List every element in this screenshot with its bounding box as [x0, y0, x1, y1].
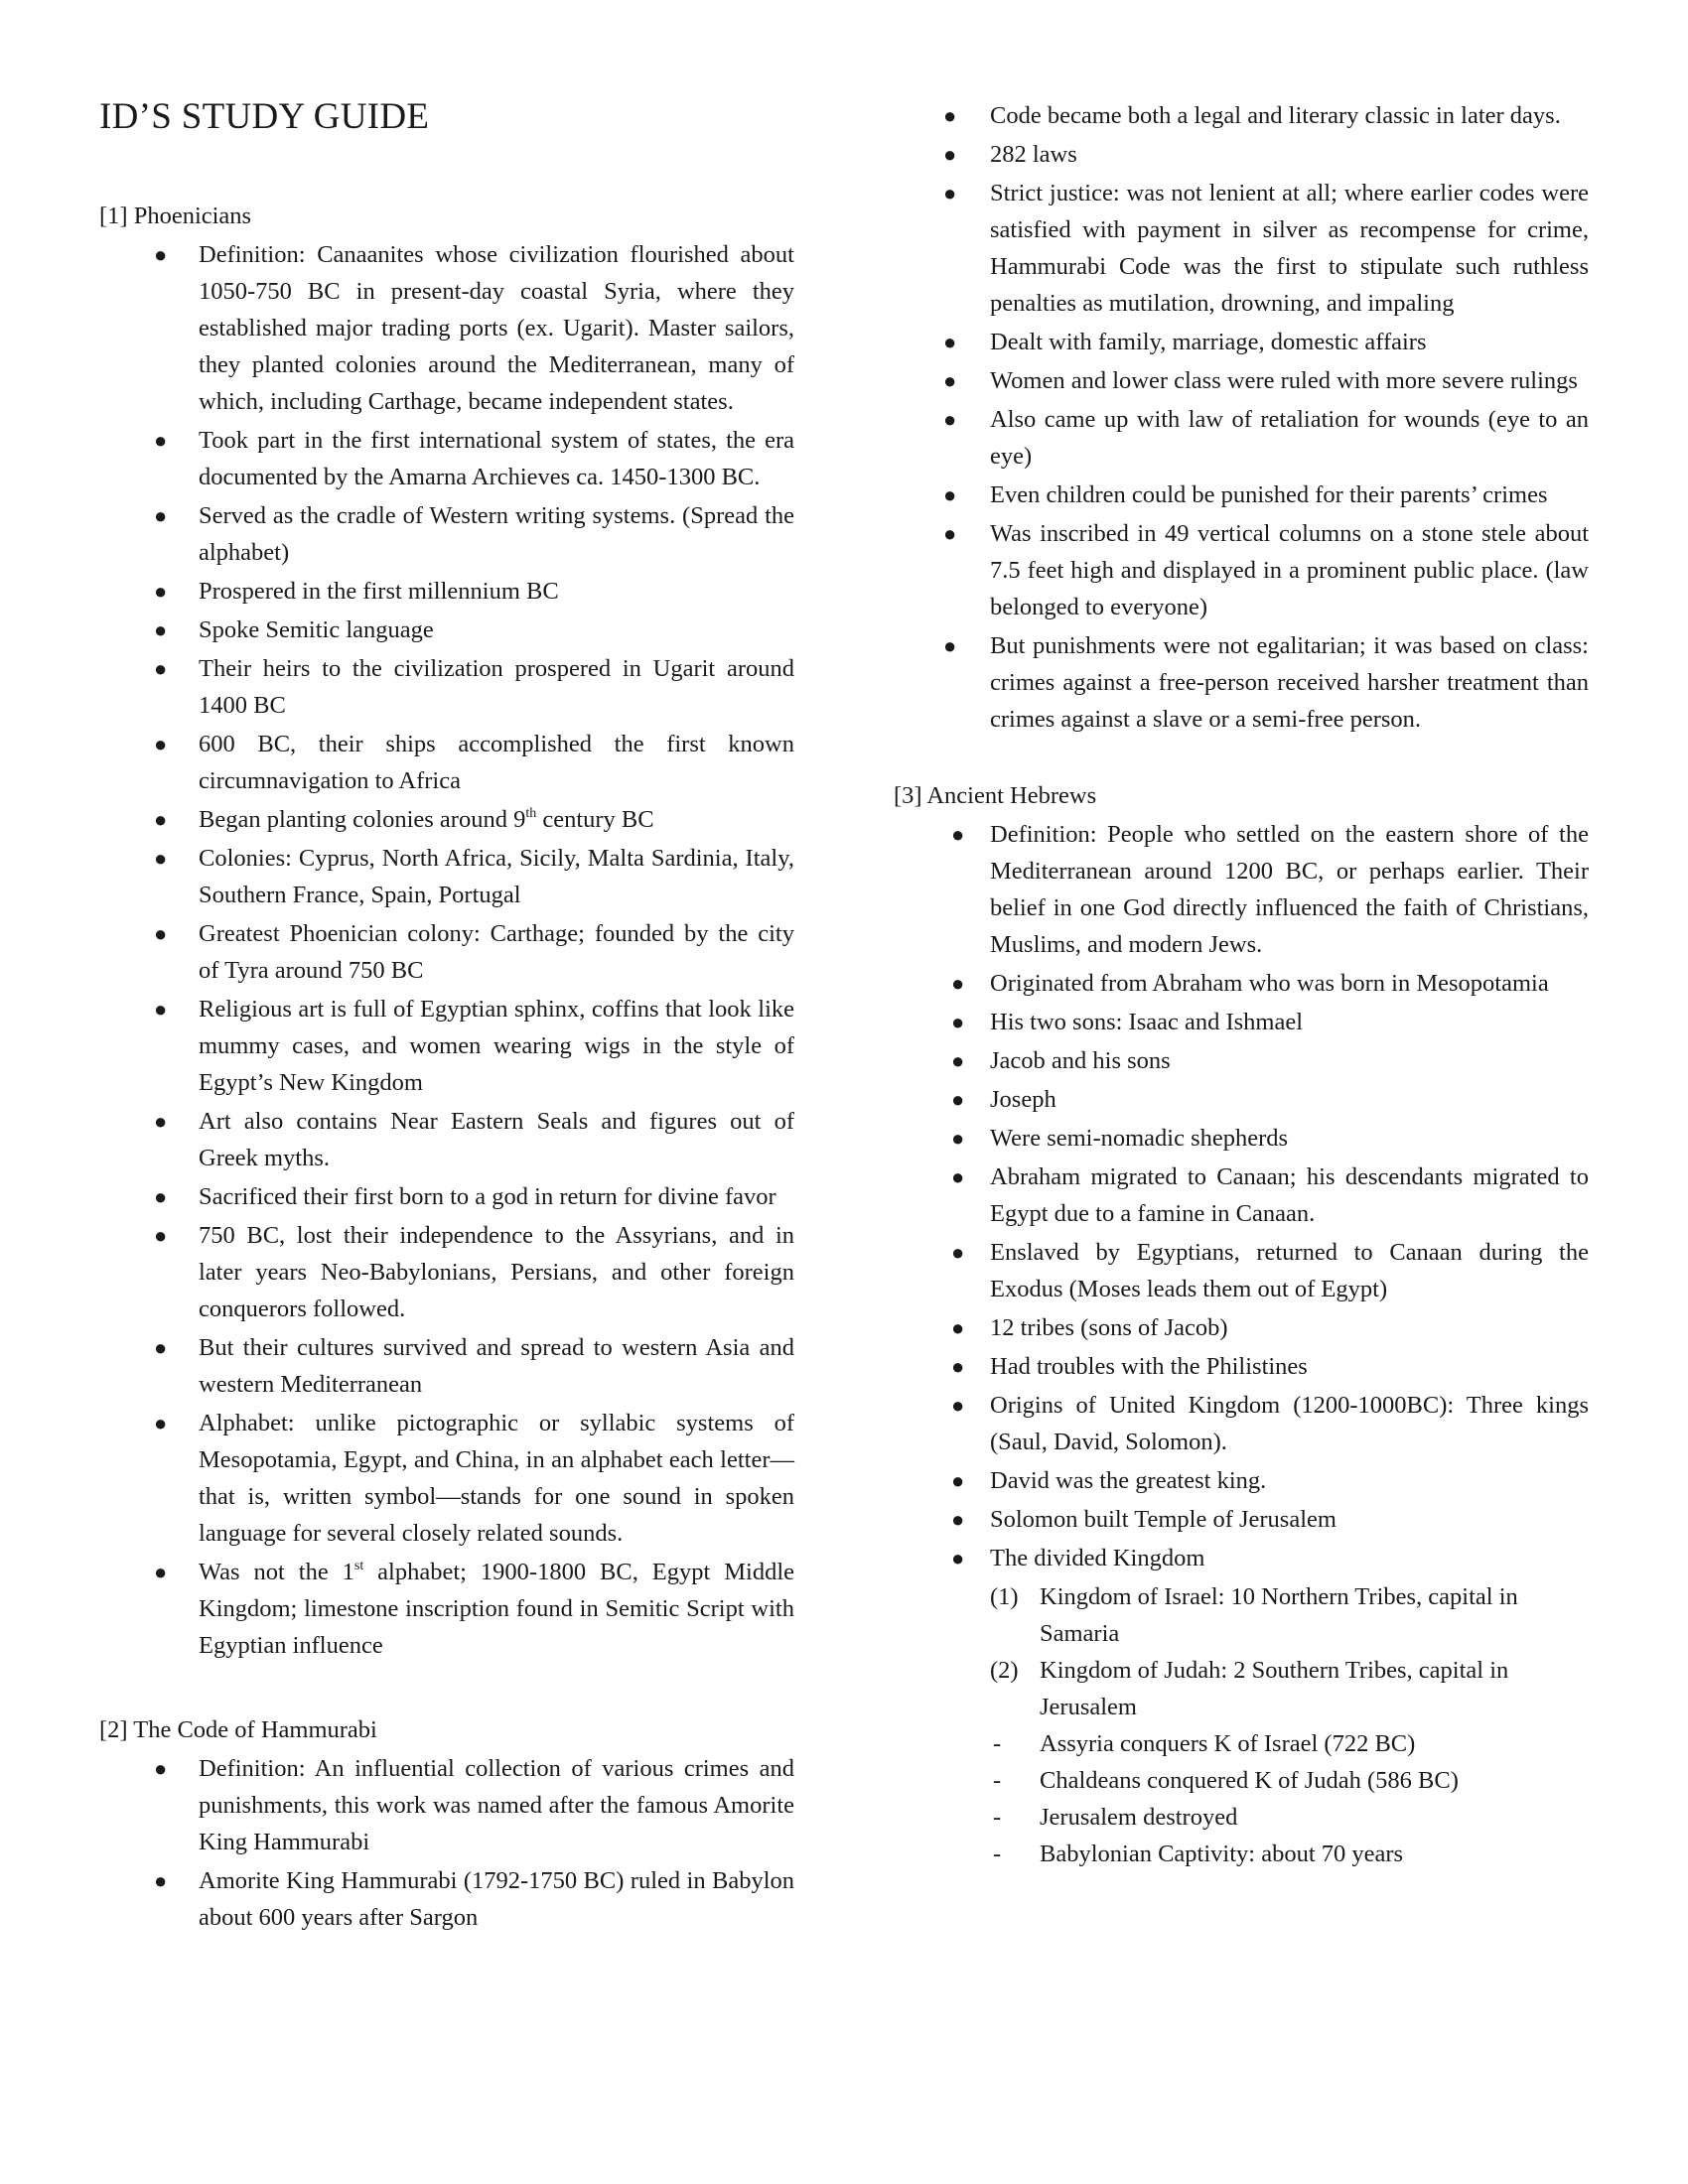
dash-icon: - — [993, 1730, 1002, 1757]
list-item — [894, 362, 1589, 399]
bullet-icon: ● — [951, 1126, 965, 1151]
list-item — [99, 1329, 794, 1403]
dash-item-text: Assyria conquers K of Israel (722 BC) — [1040, 1730, 1416, 1757]
bullet-icon: ● — [943, 368, 957, 393]
bullet-icon: ● — [154, 997, 168, 1022]
list-item-text: Amorite King Hammurabi (1792-1750 BC) ruled in Babylon about 600 years after Sargon — [199, 1867, 794, 1931]
bullet-icon: ● — [154, 846, 168, 871]
list-item — [99, 497, 794, 571]
dash-item — [894, 1725, 1589, 1762]
bullet-icon: ● — [154, 1411, 168, 1435]
bullet-icon: ● — [951, 1507, 965, 1532]
list-item — [894, 477, 1589, 513]
list-item — [99, 612, 794, 648]
bullet-icon: ● — [154, 617, 168, 642]
bullet-icon: ● — [154, 732, 168, 756]
list-item — [99, 1178, 794, 1215]
dash-item-text: Chaldeans conquered K of Judah (586 BC) — [1040, 1767, 1459, 1794]
bullet-icon: ● — [154, 242, 168, 267]
bullet-icon: ● — [951, 1240, 965, 1265]
bullet-icon: ● — [951, 1315, 965, 1340]
list-item-text: Even children could be punished for their parents’ crimes — [990, 481, 1548, 508]
bullet-icon: ● — [951, 1164, 965, 1189]
list-item — [894, 1159, 1589, 1232]
list-item-text: Art also contains Near Eastern Seals and figures out of Greek myths. — [199, 1108, 794, 1171]
dash-item-text: Jerusalem destroyed — [1040, 1804, 1238, 1831]
section-hebrews — [894, 777, 1589, 1872]
list-item-text: Was inscribed in 49 vertical columns on a stone stele about 7.5 feet high and displayed in a prominent public place. (law belonged to everyone) — [990, 520, 1589, 620]
bullet-icon: ● — [154, 1184, 168, 1209]
bullet-icon: ● — [951, 1468, 965, 1493]
bullet-icon: ● — [154, 1335, 168, 1360]
bullet-icon: ● — [951, 822, 965, 847]
bullet-icon: ● — [943, 330, 957, 354]
bullet-icon: ● — [943, 407, 957, 432]
list-item — [99, 650, 794, 724]
dash-icon: - — [993, 1804, 1002, 1831]
list-item-text: 12 tribes (sons of Jacob) — [990, 1314, 1228, 1341]
list-item-text: David was the greatest king. — [990, 1467, 1267, 1494]
section-heading: [3] Ancient Hebrews — [894, 782, 1097, 809]
list-item — [894, 1004, 1589, 1040]
list-item — [894, 1348, 1589, 1385]
bullet-icon: ● — [154, 428, 168, 453]
section-hammurabi — [99, 1711, 794, 1936]
left-column — [99, 95, 794, 1983]
list-item-text: Religious art is full of Egyptian sphinx, coffins that look like mummy cases, and women wearing wigs in the style of Egypt’s New Kingdom — [199, 996, 794, 1096]
list-item — [99, 236, 794, 420]
list-item — [99, 801, 794, 838]
right-column — [894, 97, 1589, 1920]
bullet-icon: ● — [951, 971, 965, 996]
dash-item — [894, 1762, 1589, 1799]
list-item — [894, 324, 1589, 360]
list-item — [894, 1540, 1589, 1576]
list-item-text: Was not the 1st alphabet; 1900-1800 BC, Egypt Middle Kingdom; limestone inscription found in Semitic Script with Egyptian influence — [199, 1559, 794, 1659]
bullet-icon: ● — [951, 1546, 965, 1570]
list-item — [894, 136, 1589, 173]
bullet-icon: ● — [951, 1393, 965, 1418]
bullet-icon: ● — [951, 1010, 965, 1034]
list-item — [99, 1103, 794, 1176]
list-item-text: Alphabet: unlike pictographic or syllabic systems of Mesopotamia, Egypt, and China, in an alphabet each letter—that is, written symbol—stands for one sound in spoken language for several closely related sounds. — [199, 1410, 794, 1547]
list-item — [99, 1862, 794, 1936]
item-number: (1) — [990, 1583, 1019, 1610]
dash-item — [894, 1799, 1589, 1836]
bullet-icon: ● — [951, 1087, 965, 1112]
list-item — [894, 1042, 1589, 1079]
bullet-list — [894, 97, 1589, 738]
dash-item-text: Babylonian Captivity: about 70 years — [1040, 1841, 1404, 1867]
list-item-text: Strict justice: was not lenient at all; where earlier codes were satisfied with payment in silver as recompense for crime, Hammurabi Code was the first to stipulate such ruthless penalties as mutilation, drowning, and impaling — [990, 180, 1589, 317]
numbered-item — [894, 1578, 1589, 1652]
list-item — [99, 840, 794, 913]
section-heading: [1] Phoenicians — [99, 203, 252, 229]
list-item-text: Definition: Canaanites whose civilization flourished about 1050-750 BC in present-day coastal Syria, where they established major trading ports (ex. Ugarit). Master sailors, they planted colonies around the Mediterranean, many of which, including Carthage, became independent states. — [199, 241, 794, 415]
list-item — [99, 726, 794, 799]
section-hammurabi-continued — [894, 97, 1589, 738]
list-item — [894, 1462, 1589, 1499]
bullet-icon: ● — [154, 579, 168, 604]
bullet-icon: ● — [154, 1868, 168, 1893]
bullet-icon: ● — [154, 921, 168, 946]
list-item — [894, 1234, 1589, 1307]
list-item-text: Had troubles with the Philistines — [990, 1353, 1308, 1380]
bullet-icon: ● — [943, 181, 957, 205]
bullet-icon: ● — [951, 1048, 965, 1073]
list-item-text: Jacob and his sons — [990, 1047, 1171, 1074]
section-heading: [2] The Code of Hammurabi — [99, 1716, 377, 1743]
bullet-icon: ● — [154, 1223, 168, 1248]
list-item-text: Their heirs to the civilization prospered in Ugarit around 1400 BC — [199, 655, 794, 719]
list-item — [894, 1309, 1589, 1346]
list-item-text: Abraham migrated to Canaan; his descendants migrated to Egypt due to a famine in Canaan. — [990, 1163, 1589, 1227]
list-item-text: Joseph — [990, 1086, 1056, 1113]
numbered-list — [894, 1578, 1589, 1725]
bullet-icon: ● — [943, 482, 957, 507]
list-item-text: Code became both a legal and literary classic in later days. — [990, 102, 1561, 129]
list-item — [99, 1405, 794, 1552]
list-item-text: Began planting colonies around 9th century BC — [199, 806, 654, 833]
list-item — [894, 401, 1589, 475]
section-phoenicians — [99, 198, 794, 1664]
list-item-text: Spoke Semitic language — [199, 616, 434, 643]
list-item-text: 282 laws — [990, 141, 1077, 168]
list-item-text: But punishments were not egalitarian; it was based on class: crimes against a free-person received harsher treatment than crimes against a slave or a semi-free person. — [990, 632, 1589, 733]
list-item-text: Women and lower class were ruled with more severe rulings — [990, 367, 1578, 394]
list-item-text: But their cultures survived and spread to western Asia and western Mediterranean — [199, 1334, 794, 1398]
list-item-text: Prospered in the first millennium BC — [199, 578, 559, 605]
item-number: (2) — [990, 1657, 1019, 1684]
bullet-icon: ● — [943, 521, 957, 546]
list-item — [894, 627, 1589, 738]
list-item-text: The divided Kingdom — [990, 1545, 1205, 1571]
list-item — [99, 573, 794, 610]
bullet-icon: ● — [154, 807, 168, 832]
list-item — [99, 991, 794, 1101]
list-item — [99, 1217, 794, 1327]
list-item-text: Took part in the first international system of states, the era documented by the Amarna Archieves ca. 1450-1300 BC. — [199, 427, 794, 490]
list-item-text: Colonies: Cyprus, North Africa, Sicily, Malta Sardinia, Italy, Southern France, Spain, Portugal — [199, 845, 794, 908]
list-item — [894, 1081, 1589, 1118]
document-title: ID’S STUDY GUIDE — [99, 96, 430, 137]
bullet-icon: ● — [154, 503, 168, 528]
bullet-icon: ● — [943, 103, 957, 128]
list-item-text: Sacrificed their first born to a god in return for divine favor — [199, 1183, 776, 1210]
list-item-text: Originated from Abraham who was born in Mesopotamia — [990, 970, 1549, 997]
numbered-item-text: Kingdom of Israel: 10 Northern Tribes, capital in Samaria — [1040, 1583, 1518, 1647]
list-item — [894, 816, 1589, 963]
bullet-icon: ● — [154, 1560, 168, 1584]
list-item — [99, 422, 794, 495]
list-item-text: Also came up with law of retaliation for wounds (eye to an eye) — [990, 406, 1589, 470]
list-item-text: His two sons: Isaac and Ishmael — [990, 1009, 1304, 1035]
list-item — [99, 915, 794, 989]
dash-item — [894, 1836, 1589, 1872]
bullet-icon: ● — [951, 1354, 965, 1379]
list-item-text: Definition: People who settled on the eastern shore of the Mediterranean around 1200 BC, or perhaps earlier. Their belief in one God directly influenced the faith of Christians, Muslims, and modern Jews. — [990, 821, 1589, 958]
bullet-icon: ● — [943, 142, 957, 167]
dash-icon: - — [993, 1767, 1002, 1794]
list-item-text: Origins of United Kingdom (1200-1000BC): Three kings (Saul, David, Solomon). — [990, 1392, 1589, 1455]
list-item — [894, 1120, 1589, 1157]
list-item-text: Definition: An influential collection of various crimes and punishments, this work was named after the famous Amorite King Hammurabi — [199, 1755, 794, 1855]
list-item — [894, 965, 1589, 1002]
bullet-icon: ● — [154, 1756, 168, 1781]
list-item — [894, 175, 1589, 322]
list-item-text: Were semi-nomadic shepherds — [990, 1125, 1289, 1152]
list-item-text: Solomon built Temple of Jerusalem — [990, 1506, 1336, 1533]
list-item — [894, 515, 1589, 625]
numbered-item — [894, 1652, 1589, 1725]
bullet-list — [894, 816, 1589, 1576]
list-item — [99, 1554, 794, 1664]
dash-icon: - — [993, 1841, 1002, 1867]
list-item — [894, 1387, 1589, 1460]
list-item — [894, 1501, 1589, 1538]
list-item-text: Dealt with family, marriage, domestic affairs — [990, 329, 1427, 355]
bullet-list — [99, 1750, 794, 1936]
bullet-list — [99, 236, 794, 1664]
list-item-text: Greatest Phoenician colony: Carthage; founded by the city of Tyra around 750 BC — [199, 920, 794, 984]
bullet-icon: ● — [154, 1109, 168, 1134]
bullet-icon: ● — [943, 633, 957, 658]
list-item — [894, 97, 1589, 134]
dash-list — [894, 1725, 1589, 1872]
numbered-item-text: Kingdom of Judah: 2 Southern Tribes, capital in Jerusalem — [1040, 1657, 1509, 1720]
list-item-text: Served as the cradle of Western writing systems. (Spread the alphabet) — [199, 502, 794, 566]
list-item-text: 600 BC, their ships accomplished the first known circumnavigation to Africa — [199, 731, 794, 794]
list-item-text: Enslaved by Egyptians, returned to Canaan during the Exodus (Moses leads them out of Egypt) — [990, 1239, 1589, 1302]
list-item-text: 750 BC, lost their independence to the Assyrians, and in later years Neo-Babylonians, Persians, and other foreign conquerors followed. — [199, 1222, 794, 1322]
bullet-icon: ● — [154, 656, 168, 681]
list-item — [99, 1750, 794, 1860]
